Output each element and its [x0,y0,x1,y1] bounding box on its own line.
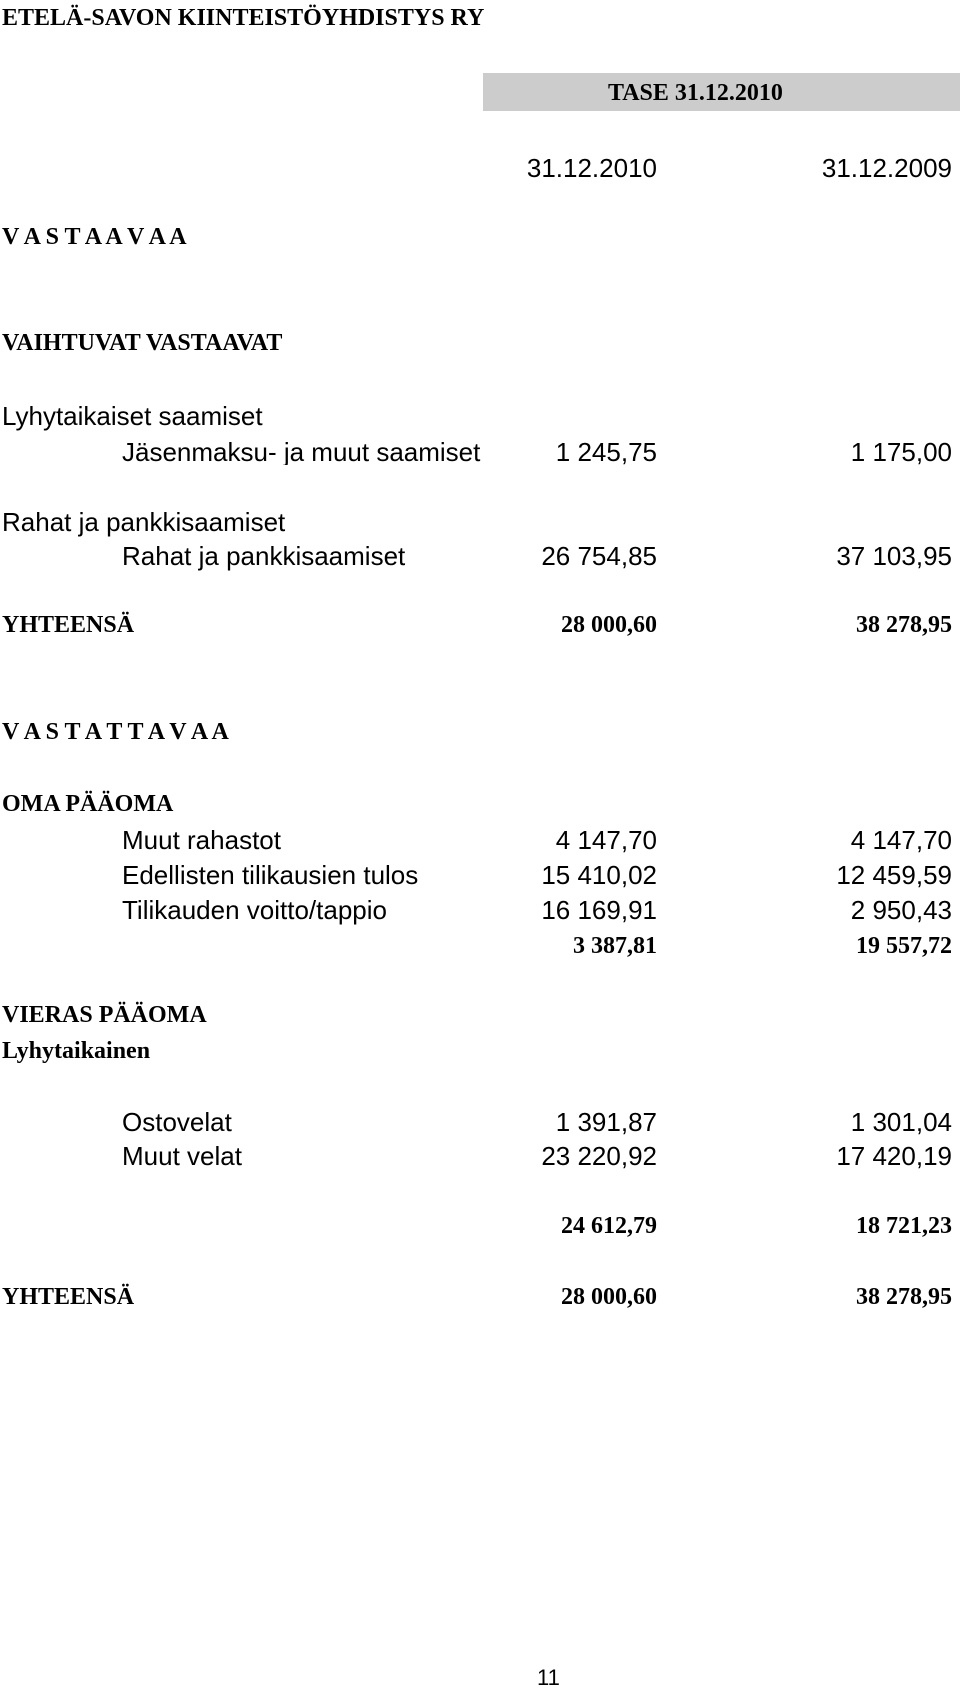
debt-row-2010: 1 391,87 [555,1107,657,1137]
cash-label: Rahat ja pankkisaamiset [122,541,406,571]
assets-heading: V A S T A A V A A [2,224,187,250]
equity-row-2009: 12 459,59 [836,860,952,890]
liabilities-total-2010: 28 000,60 [561,1284,657,1310]
current-assets-heading: VAIHTUVAT VASTAAVAT [2,330,283,356]
report-title: TASE 31.12.2010 [608,80,783,106]
equity-row-2009: 4 147,70 [850,825,952,855]
receivables-2009: 1 175,00 [850,437,952,467]
debt-row-label: Muut velat [122,1141,242,1171]
column-header-2009: 31.12.2009 [821,153,952,183]
liabilities-heading: V A S T A T T A V A A [2,719,229,745]
receivables-2010: 1 245,75 [555,437,657,467]
debt-subheading: Lyhytaikainen [2,1038,151,1064]
debt-row-2009: 1 301,04 [850,1107,952,1137]
page-number: 11 [537,1665,560,1690]
equity-heading: OMA PÄÄOMA [2,791,174,817]
debt-row-2009: 17 420,19 [836,1141,952,1171]
cash-2009: 37 103,95 [836,541,952,571]
debt-heading: VIERAS PÄÄOMA [2,1002,207,1028]
liabilities-total-label: YHTEENSÄ [2,1284,135,1310]
equity-row-2010: 15 410,02 [541,860,657,890]
receivables-label: Jäsenmaksu- ja muut saamiset [122,439,481,465]
assets-total-label: YHTEENSÄ [2,612,135,638]
equity-subtotal-2009: 19 557,72 [856,933,952,959]
equity-row-label: Muut rahastot [122,825,281,855]
debt-row-2010: 23 220,92 [541,1141,657,1171]
organization-name: ETELÄ-SAVON KIINTEISTÖYHDISTYS RY [2,5,485,31]
report-title-banner [483,73,960,111]
cash-2010: 26 754,85 [541,541,657,571]
assets-total-2010: 28 000,60 [561,612,657,638]
assets-total-2009: 38 278,95 [856,612,952,638]
debt-row-label: Ostovelat [122,1107,232,1137]
debt-subtotal-2010: 24 612,79 [561,1213,657,1239]
equity-row-label: Tilikauden voitto/tappio [122,895,387,925]
cash-group-label: Rahat ja pankkisaamiset [2,507,286,537]
equity-row-2010: 4 147,70 [555,825,657,855]
receivables-group-label: Lyhytaikaiset saamiset [2,401,263,431]
equity-subtotal-2010: 3 387,81 [573,933,657,959]
column-header-2010: 31.12.2010 [526,153,657,183]
equity-row-label: Edellisten tilikausien tulos [122,860,419,890]
debt-subtotal-2009: 18 721,23 [856,1213,952,1239]
liabilities-total-2009: 38 278,95 [856,1284,952,1310]
equity-row-2010: 16 169,91 [541,895,657,925]
equity-row-2009: 2 950,43 [850,895,952,925]
